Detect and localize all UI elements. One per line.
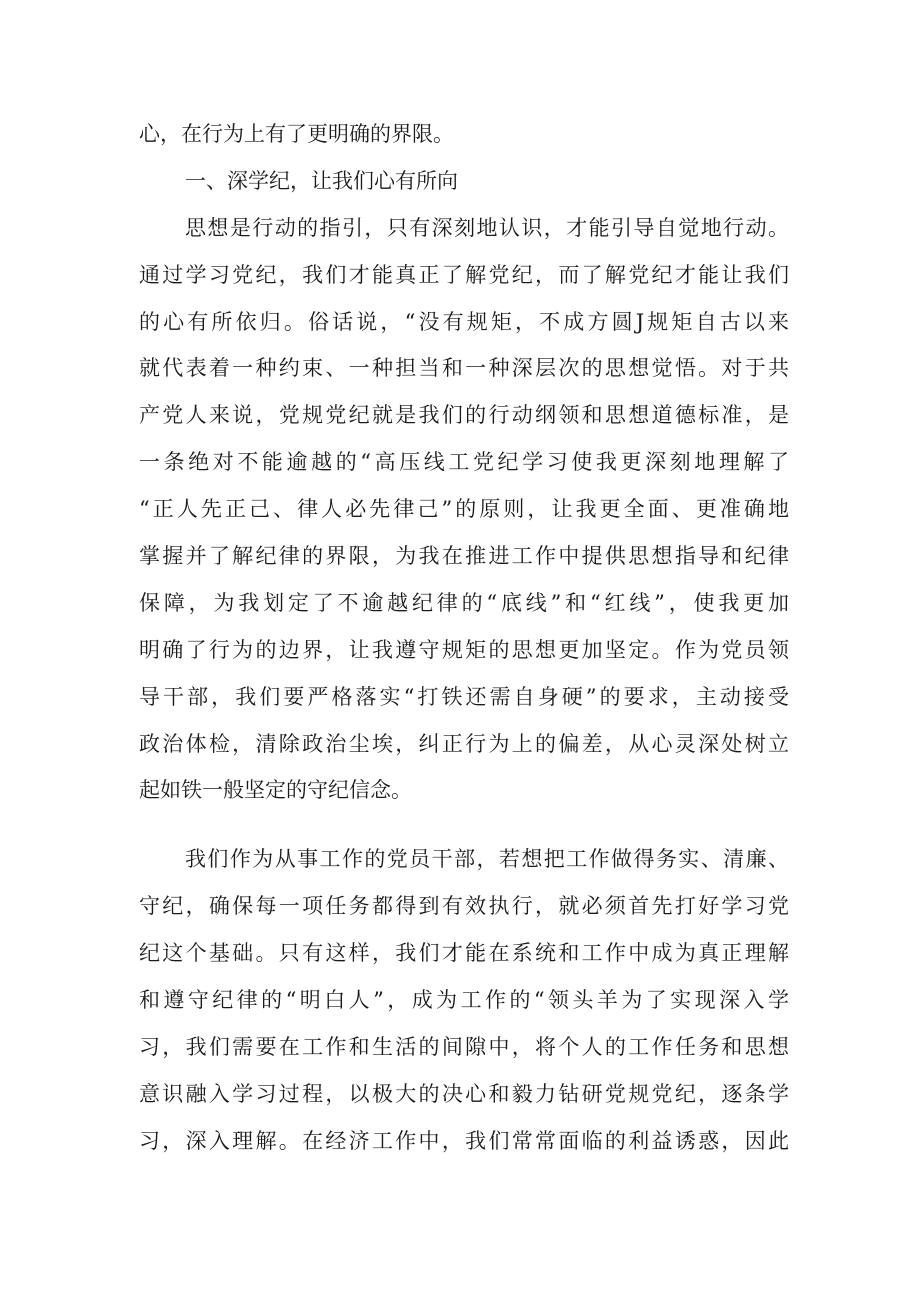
text-line: 掌握并了解纪律的界限，为我在推进工作中提供思想指导和纪律 [139, 544, 789, 569]
text-line: 纪这个基础。只有这样，我们才能在系统和工作中成为真正理解 [139, 941, 789, 966]
text-line: 的心有所依归。俗话说，“没有规矩，不成方圆J规矩自古以来 [139, 309, 789, 334]
text-line: 意识融入学习过程，以极大的决心和毅力钻研党规党纪，逐条学 [139, 1081, 789, 1106]
section-heading: 一、深学纪，让我们心有所向 [185, 168, 458, 193]
document-body [139, 111, 789, 1165]
text-line: 我们作为从事工作的党员干部，若想把工作做得务实、清廉、 [185, 847, 789, 872]
paragraph-1 [139, 205, 789, 815]
text-line: 起如铁一般坚定的守纪信念。 [139, 778, 412, 803]
text-line: 习，我们需要在工作和生活的间隙中，将个人的工作任务和思想 [139, 1034, 789, 1059]
text-line: 和遵守纪律的“明白人”，成为工作的“领头羊为了实现深入学 [139, 988, 789, 1013]
text-line: 一条绝对不能逾越的“高压线工党纪学习使我更深刻地理解了 [139, 450, 789, 475]
text-line: 习，深入理解。在经济工作中，我们常常面临的利益诱惑，因此 [139, 1128, 789, 1153]
text-line: 思想是行动的指引，只有深刻地认识，才能引导自觉地行动。 [185, 215, 789, 240]
text-line: 导干部，我们要严格落实“打铁还需自身硬”的要求，主动接受 [139, 684, 789, 709]
text-line: 心，在行为上有了更明确的界限。 [139, 122, 454, 146]
paragraph-spacer [139, 814, 789, 836]
paragraph-2 [139, 836, 789, 1164]
text-line: 政治体检，清除政治尘埃，纠正行为上的偏差，从心灵深处树立 [139, 731, 789, 756]
text-line: “正人先正己、律人必先律己”的原则，让我更全面、更准确地 [139, 497, 789, 522]
text-line: 通过学习党纪，我们才能真正了解党纪，而了解党纪才能让我们 [139, 262, 789, 287]
text-line: 产党人来说，党规党纪就是我们的行动纲领和思想道德标准，是 [139, 403, 789, 428]
text-line: 就代表着一种约束、一种担当和一种深层次的思想觉悟。对于共 [139, 356, 789, 381]
text-line: 明确了行为的边界，让我遵守规矩的思想更加坚定。作为党员领 [139, 637, 789, 662]
text-line: 守纪，确保每一项任务都得到有效执行，就必须首先打好学习党 [139, 894, 789, 919]
text-line: 保障，为我划定了不逾越纪律的“底线”和“红线”，使我更加 [139, 590, 789, 615]
